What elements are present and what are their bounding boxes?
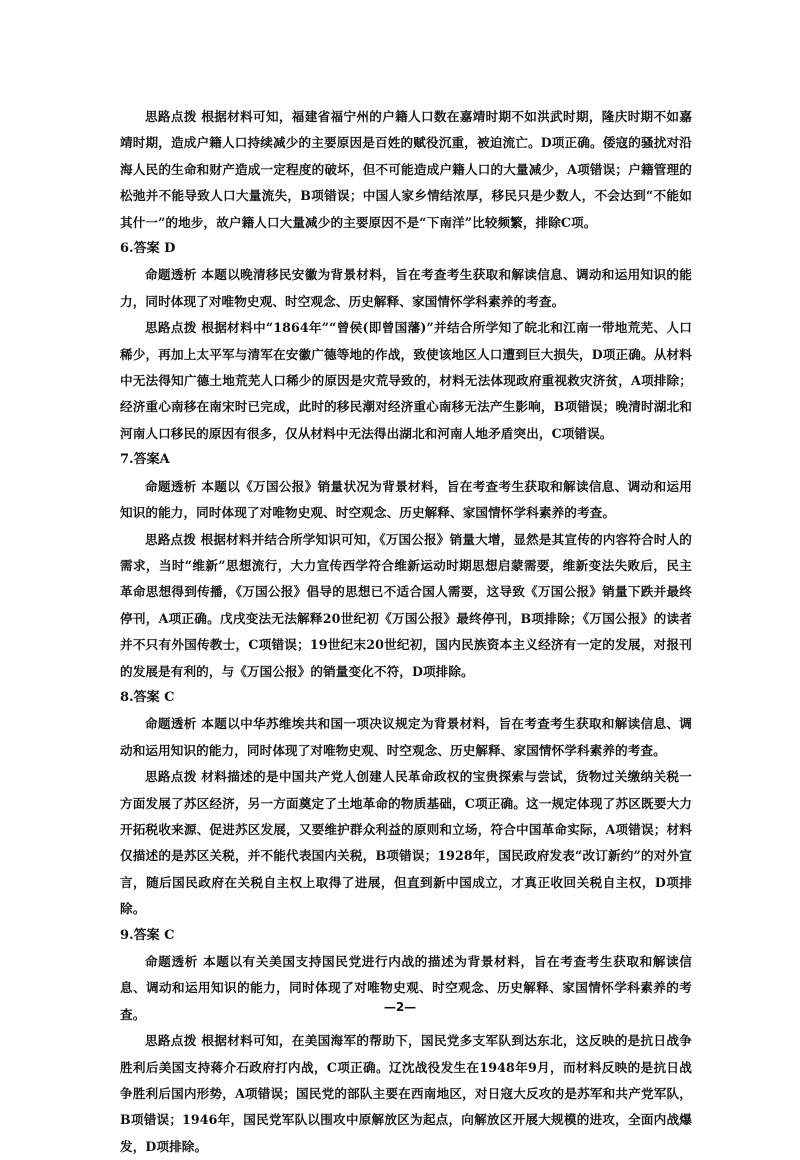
q7-hint-label: 思路点拨 [145, 531, 197, 547]
intro-hint [120, 104, 692, 236]
answer-6: 6.答案 D [120, 241, 176, 257]
q9-hint [120, 1028, 692, 1160]
answer-7: 7.答案A [120, 452, 170, 468]
intro-hint-text: 根据材料可知，福建省福宁州的户籍人口数在嘉靖时期不如洪武时期，隆庆时期不如嘉靖时期，造成户籍人口持续减少的主要原因是百姓的赋役沉重，被迫流亡。D项正确。倭寇的骚扰对沿海人民的生命和财产造成一定程度的破坏，但不可能造成户籍人口的大量减少，A项错误；户籍管理的松弛并不能导致人口大量流失，B项错误；中国人家乡情结浓厚，移民只是少数人，不会达到“不能如其什一”的地步，故户籍人口大量减少的主要原因不是“下南洋”比较频繁，排除C项。 [120, 109, 692, 230]
q6-hint [120, 315, 692, 447]
q7-intent [120, 474, 692, 527]
q8-hint [120, 764, 692, 922]
q7-hint [120, 527, 692, 685]
q9-hint-label: 思路点拨 [145, 1033, 197, 1049]
q7-intent-text: 本题以《万国公报》销量状况为背景材料，旨在考查考生获取和解读信息、调动和运用知识的能力，同时体现了对唯物史观、时空观念、历史解释、家国情怀学科素养的考查。 [120, 478, 692, 521]
answer-8: 8.答案 C [120, 689, 175, 705]
q6-hint-text: 根据材料中“1864年”“曾侯(即曾国藩)”并结合所学知了皖北和江南一带地荒芜、人口稀少，再加上太平军与清军在安徽广德等地的作战，致使该地区人口遭到巨大损失，D项正确。从材料中无法得知广德土地荒芜人口稀少的原因是灾荒导致的，材料无法体现政府重视救灾济贫，A项排除；经济重心南移在南宋时已完成，此时的移民潮对经济重心南移无法产生影响，B项错误；晚清时湖北和河南人口移民的原因有很多，仅从材料中无法得出湖北和河南人地矛盾突出，C项错误。 [120, 320, 692, 441]
q9-intent-label: 命题透析 [145, 954, 198, 969]
answer-9: 9.答案 C [120, 927, 175, 943]
q8-hint-text: 材料描述的是中国共产党人创建人民革命政权的宝贵探索与尝试，货物过关缴纳关税一方面发展了苏区经济，另一方面奠定了土地革命的物质基础，C项正确。这一规定体现了苏区既要大力开拓税收来源、促进苏区发展，又要维护群众利益的原则和立场，符合中国革命实际，A项错误；材料仅描述的是苏区关税，并不能代表国内关税，B项错误；1928年，国民政府发表“改订新约”的对外宣言，随后国民政府在关税自主权上取得了进展，但直到新中国成立，才真正收回关税自主权，D项排除。 [120, 769, 692, 917]
q8-intent-text: 本题以中华苏维埃共和国一项决议规定为背景材料，旨在考查考生获取和解读信息、调动和运用知识的能力，同时体现了对唯物史观、时空观念、历史解释、家国情怀学科素养的考查。 [120, 716, 692, 758]
q9-intent-text: 本题以有关美国支持国民党进行内战的描述为背景材料，旨在考查考生获取和解读信息、调动和运用知识的能力，同时体现了对唯物史观、时空观念、历史解释、家国情怀学科素养的考查。 [120, 954, 692, 1022]
q9-hint-text: 根据材料可知，在美国海军的帮助下，国民党多支军队到达东北，这反映的是抗日战争胜利后美国支持蒋介石政府打内战，C项正确。辽沈战役发生在1948年9月，而材料反映的是抗日战争胜利后国内形势，A项错误；国民党的部队主要在西南地区，对日寇大反攻的是苏军和共产党军队，B项错误；1946年，国民党军队以围攻中原解放区为起点，向解放区开展大规模的进攻，全面内战爆发，D项排除。 [120, 1033, 692, 1154]
page-number: —2— [383, 1000, 417, 1014]
q6-intent-label: 命题透析 [145, 267, 197, 283]
intro-hint-label: 思路点拨 [145, 109, 197, 124]
q6-intent-text: 本题以晚清移民安徽为背景材料，旨在考查考生获取和解读信息、调动和运用知识的能力，同时体现了对唯物史观、时空观念、历史解释、家国情怀学科素养的考查。 [120, 267, 692, 309]
q8-hint-label: 思路点拨 [145, 769, 197, 785]
q6-intent [120, 262, 692, 315]
q8-intent-label: 命题透析 [145, 716, 197, 732]
q9-intent [120, 949, 692, 1028]
q7-hint-text: 根据材料并结合所学知识可知，《万国公报》销量大增，显然是其宣传的内容符合时人的需求，当时“维新”思想流行，大力宣传西学符合维新运动时期思想启蒙需要，维新变法失败后，民主革命思想得到传播，《万国公报》倡导的思想已不适合国人需要，这导致《万国公报》销量下跌并最终停刊，A项正确。戊戌变法无法解释20世纪初《万国公报》最终停刊，B项排除；《万国公报》的读者并不只有外国传教士，C项错误；19世纪末20世纪初，国内民族资本主义经济有一定的发展，对报刊的发展是有利的，与《万国公报》的销量变化不符，D项排除。 [120, 531, 692, 679]
q7-intent-label: 命题透析 [145, 478, 197, 494]
q6-hint-label: 思路点拨 [145, 320, 197, 336]
q8-intent [120, 711, 692, 764]
